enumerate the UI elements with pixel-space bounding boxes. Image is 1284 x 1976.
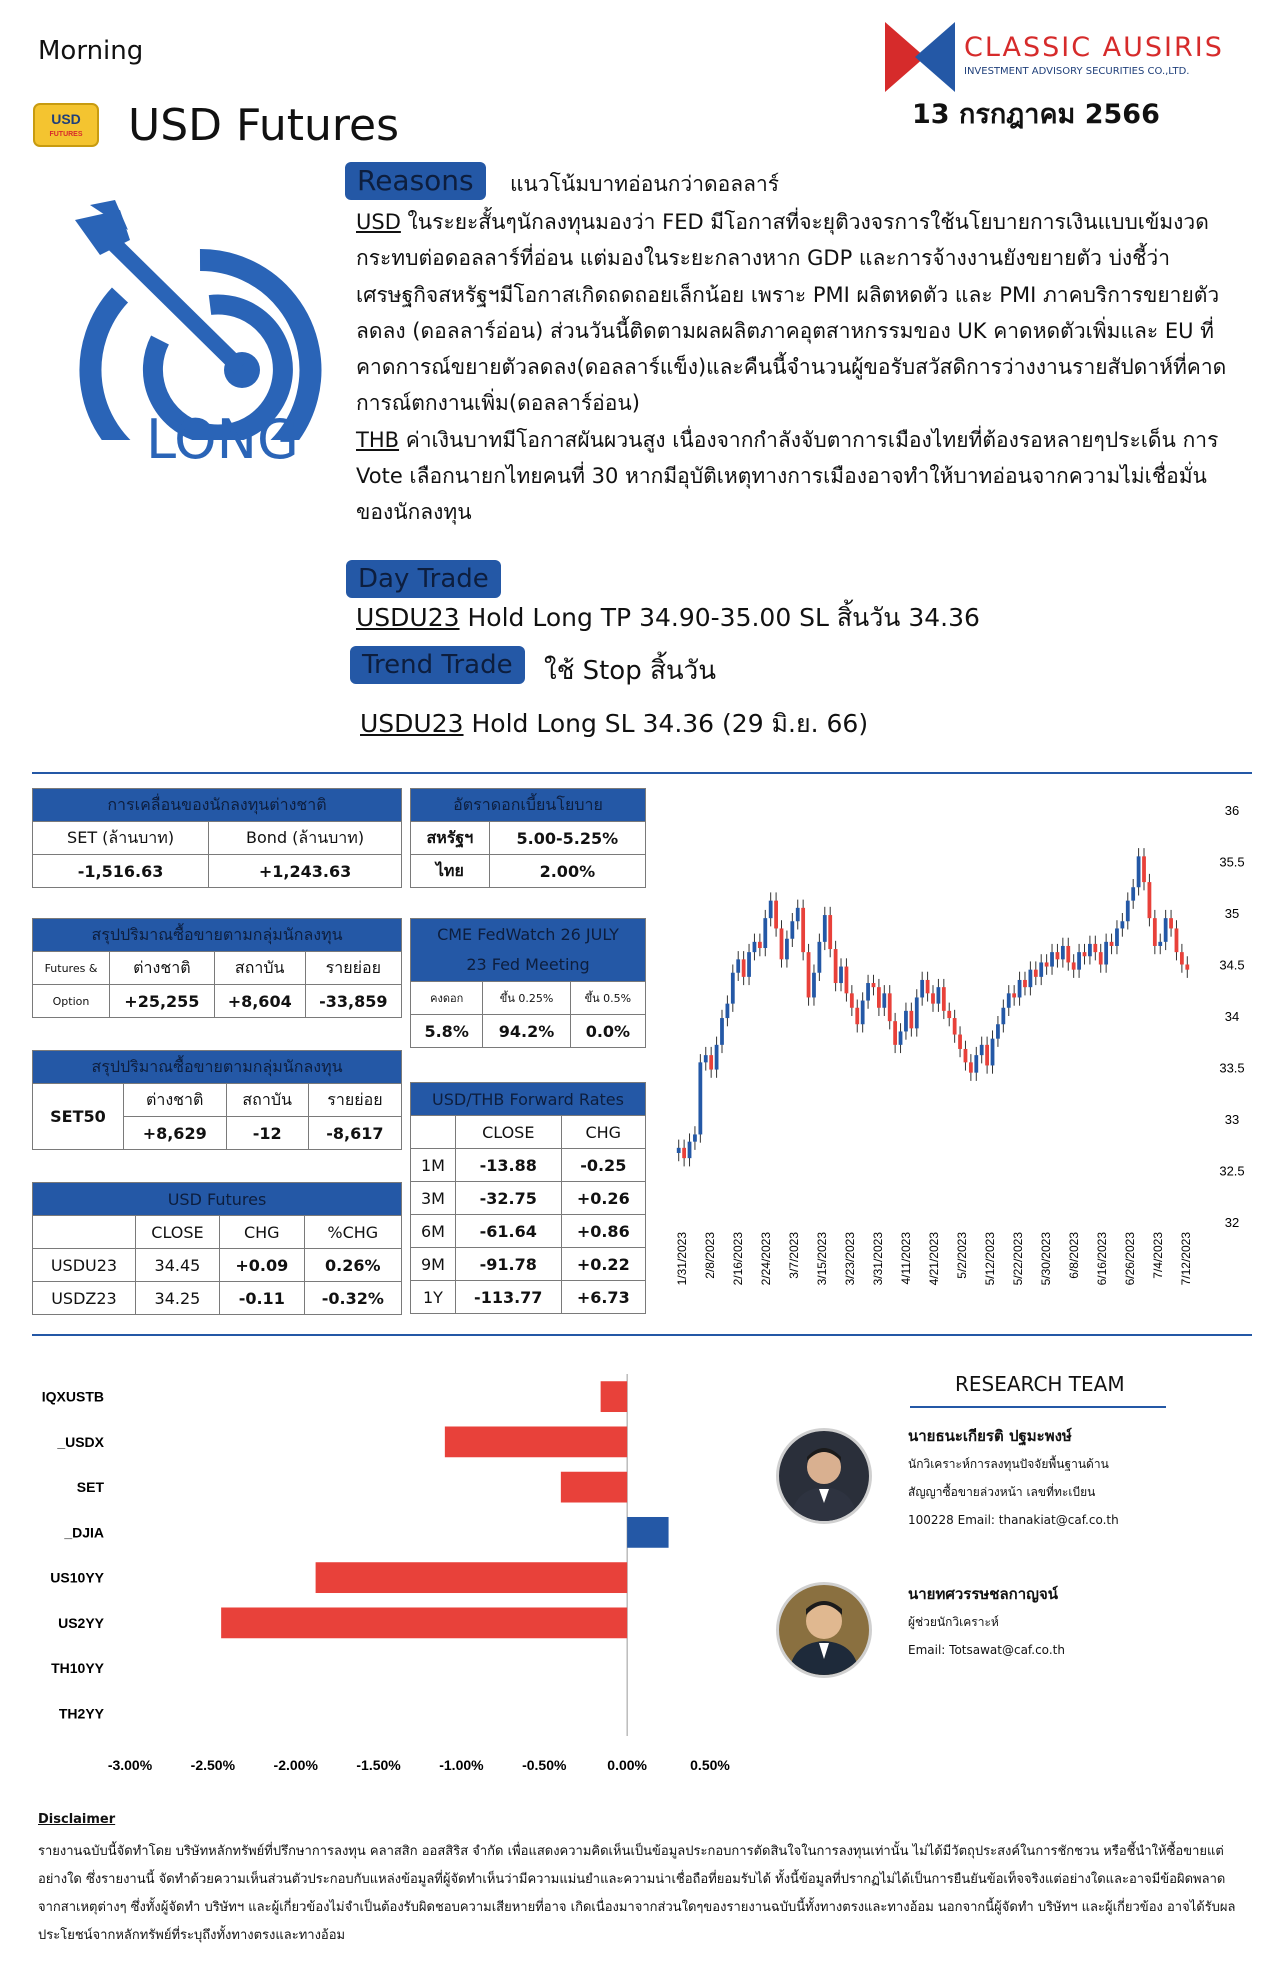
- futures-flow-value: +8,604: [214, 985, 305, 1018]
- futures-flow-header: สถาบัน: [214, 952, 305, 985]
- candle-body: [834, 949, 838, 983]
- x-tick-label: 4/21/2023: [927, 1232, 941, 1286]
- candle-body: [1120, 921, 1124, 928]
- usd-futures-chg: +0.09: [219, 1249, 304, 1282]
- fedwatch-title: [411, 919, 646, 982]
- candle-body: [1131, 887, 1135, 900]
- forward-rates-title: USD/THB Forward Rates: [411, 1083, 646, 1116]
- candle-body: [1050, 952, 1054, 966]
- foreign-flow-col2: Bond (ล้านบาท): [209, 822, 402, 855]
- candle-body: [1012, 993, 1016, 997]
- x-tick-label: 2/16/2023: [731, 1232, 745, 1286]
- usd-futures-header: CLOSE: [135, 1216, 219, 1249]
- usd-futures-title: USD Futures: [33, 1183, 402, 1216]
- candle-body: [828, 915, 832, 949]
- candle-body: [850, 993, 854, 1007]
- candle-body: [704, 1055, 708, 1062]
- member-email: 100228 Email: thanakiat@caf.co.th: [908, 1513, 1119, 1527]
- futures-flow-table: [32, 918, 402, 1018]
- usd-futures-pct: 0.26%: [304, 1249, 401, 1282]
- x-tick-label: 7/4/2023: [1151, 1232, 1165, 1279]
- member-name: นายทศวรรษชลกาญจน์: [908, 1585, 1058, 1603]
- report-date: 13 กรกฎาคม 2566: [912, 99, 1160, 130]
- candle-body: [1028, 970, 1032, 988]
- forward-close: -91.78: [455, 1248, 561, 1281]
- forward-chg: +6.73: [561, 1281, 645, 1314]
- candle-body: [780, 928, 784, 959]
- usd-futures-header: %CHG: [304, 1216, 401, 1249]
- fedwatch-title-2: 23 Fed Meeting: [466, 955, 590, 974]
- forward-close: -113.77: [455, 1281, 561, 1314]
- reasons-headline: แนวโน้มบาทอ่อนกว่าดอลลาร์: [510, 172, 780, 196]
- forward-rates-corner: [411, 1116, 456, 1149]
- foreign-flow-val1: -1,516.63: [33, 855, 209, 888]
- candle-body: [698, 1062, 702, 1134]
- policy-rate-country: สหรัฐฯ: [411, 822, 490, 855]
- trend-trade-symbol: USDU23: [360, 709, 464, 738]
- brand-subtitle: INVESTMENT ADVISORY SECURITIES CO.,LTD.: [964, 66, 1190, 77]
- candle-body: [1066, 946, 1070, 962]
- x-tick-label: 7/12/2023: [1179, 1232, 1193, 1286]
- futures-flow-header: รายย่อย: [305, 952, 401, 985]
- candle-body: [866, 983, 870, 1001]
- forward-chg: +0.22: [561, 1248, 645, 1281]
- candle-body: [769, 901, 773, 919]
- futures-flow-header: ต่างชาติ: [109, 952, 214, 985]
- fedwatch-title-1: CME FedWatch 26 JULY: [437, 925, 619, 944]
- candle-body: [796, 908, 800, 921]
- candle-body: [1034, 970, 1038, 977]
- candle-body: [1083, 952, 1087, 956]
- reasons-body: [356, 204, 1236, 531]
- usd-futures-table: [32, 1182, 402, 1315]
- set50-flow-title: สรุปปริมาณซื้อขายตามกลุ่มนักลงทุน: [33, 1051, 402, 1084]
- candle-body: [801, 908, 805, 952]
- candle-body: [904, 1011, 908, 1032]
- bar: [221, 1607, 627, 1638]
- set50-header: รายย่อย: [308, 1084, 401, 1117]
- forward-tenor: 6M: [411, 1215, 456, 1248]
- policy-rate-country: ไทย: [411, 855, 490, 888]
- candle-body: [1126, 901, 1130, 922]
- candle-body: [845, 967, 849, 994]
- fedwatch-table: [410, 918, 646, 1048]
- usd-futures-header: CHG: [219, 1216, 304, 1249]
- x-tick-label: -1.00%: [439, 1757, 484, 1773]
- usd-futures-candlestick-chart: [660, 790, 1260, 1320]
- policy-rate-table: [410, 788, 646, 888]
- fedwatch-value: 5.8%: [411, 1015, 483, 1048]
- candle-body: [677, 1148, 681, 1153]
- position-long: LONG: [146, 408, 299, 471]
- bar: [445, 1426, 627, 1457]
- reasons-label: Reasons: [345, 162, 486, 200]
- x-tick-label: 3/7/2023: [787, 1232, 801, 1279]
- member-desc: [908, 1450, 1119, 1534]
- x-tick-label: -1.50%: [356, 1757, 401, 1773]
- forward-chg: +0.26: [561, 1182, 645, 1215]
- x-tick-label: 0.00%: [607, 1757, 647, 1773]
- avatar: [776, 1428, 872, 1524]
- avatar: [776, 1582, 872, 1678]
- candle-body: [931, 993, 935, 1003]
- candle-body: [785, 939, 789, 960]
- forward-tenor: 3M: [411, 1182, 456, 1215]
- usd-futures-symbol: USDU23: [33, 1249, 136, 1282]
- candle-body: [985, 1045, 989, 1066]
- day-trade-detail: Hold Long TP 34.90-35.00 SL สิ้นวัน 34.36: [459, 603, 980, 632]
- research-team-title: RESEARCH TEAM: [955, 1372, 1125, 1396]
- usd-futures-pct: -0.32%: [304, 1282, 401, 1315]
- futures-flow-title: สรุปปริมาณซื้อขายตามกลุ่มนักลงทุน: [33, 919, 402, 952]
- brand-name: CLASSIC AUSIRIS: [964, 32, 1224, 63]
- candle-body: [726, 1004, 730, 1018]
- candle-body: [855, 1008, 859, 1024]
- svg-text:USD: USD: [51, 111, 81, 127]
- candle-body: [1007, 993, 1011, 1007]
- x-tick-label: 6/16/2023: [1095, 1232, 1109, 1286]
- candle-body: [1180, 952, 1184, 964]
- forward-chg: -0.25: [561, 1149, 645, 1182]
- y-tick-label: 36: [1224, 803, 1240, 818]
- candle-body: [953, 1018, 957, 1034]
- page-title: USD Futures: [128, 100, 400, 151]
- thb-key: THB: [356, 427, 400, 452]
- candle-body: [964, 1049, 968, 1062]
- candle-body: [893, 1021, 897, 1045]
- forward-close: -32.75: [455, 1182, 561, 1215]
- research-team-underline: [910, 1406, 1166, 1408]
- candle-body: [1023, 980, 1027, 987]
- thb-text: ค่าเงินบาทมีโอกาสผันผวนสูง เนื่องจากกำลังจับตาการเมืองไทยที่ต้องรอหลายๆประเด็น การ Vote เลือกนายกไทยคนที่ 30 หากมีอุบัติเหตุทางการเมืองอาจทำให้บาทอ่อนจากความไม่เชื่อมั่นของนักลงทุน: [356, 427, 1219, 525]
- candle-body: [1001, 1008, 1005, 1024]
- set50-value: -12: [226, 1117, 308, 1150]
- candle-body: [996, 1024, 1000, 1038]
- policy-rate-value: 2.00%: [489, 855, 645, 888]
- candle-body: [958, 1035, 962, 1049]
- x-tick-label: 5/30/2023: [1039, 1232, 1053, 1286]
- candle-body: [888, 993, 892, 1021]
- candle-body: [763, 918, 767, 948]
- target-icon: [70, 200, 330, 440]
- trend-trade-detail: Hold Long SL 34.36 (29 มิ.ย. 66): [463, 709, 869, 738]
- x-tick-label: 1/31/2023: [675, 1232, 689, 1286]
- y-tick-label: 32: [1224, 1215, 1240, 1230]
- candle-body: [1093, 944, 1097, 952]
- market-change-bar-chart: [30, 1366, 750, 1786]
- futures-flow-label-b: Option: [33, 985, 110, 1018]
- bar-category-label: IQXUSTB: [41, 1388, 104, 1405]
- candle-body: [758, 942, 762, 948]
- candle-body: [920, 980, 924, 998]
- fedwatch-header: ขึ้น 0.25%: [483, 982, 570, 1015]
- forward-chg: +0.86: [561, 1215, 645, 1248]
- candle-body: [720, 1018, 724, 1045]
- candle-body: [937, 987, 941, 1003]
- foreign-flow-val2: +1,243.63: [209, 855, 402, 888]
- candle-body: [1039, 962, 1043, 976]
- member-desc-line: นักวิเคราะห์การลงทุนปัจจัยพื้นฐานด้าน: [908, 1457, 1109, 1471]
- member-name: นายธนะเกียรติ ปฐมะพงษ์: [908, 1427, 1072, 1445]
- candle-body: [709, 1055, 713, 1069]
- x-tick-label: 3/15/2023: [815, 1232, 829, 1286]
- thb-reason: [356, 422, 1236, 531]
- candle-body: [974, 1055, 978, 1073]
- forward-rates-table: [410, 1082, 646, 1314]
- foreign-flow-col1: SET (ล้านบาท): [33, 822, 209, 855]
- forward-tenor: 1M: [411, 1149, 456, 1182]
- candle-body: [882, 993, 886, 1007]
- x-tick-label: 2/8/2023: [703, 1232, 717, 1279]
- candle-body: [736, 959, 740, 972]
- candle-body: [980, 1045, 984, 1055]
- bar: [627, 1517, 668, 1548]
- trend-trade-label: Trend Trade: [350, 646, 525, 684]
- candle-body: [861, 1001, 865, 1025]
- candle-body: [915, 997, 919, 1028]
- y-tick-label: 32.5: [1219, 1163, 1245, 1179]
- candle-body: [1175, 928, 1179, 952]
- futures-flow-value: +25,255: [109, 985, 214, 1018]
- futures-flow-label-a: Futures &: [33, 952, 110, 985]
- candle-body: [742, 959, 746, 977]
- y-tick-label: 35.5: [1219, 854, 1245, 870]
- x-tick-label: 3/31/2023: [871, 1232, 885, 1286]
- member-email: Email: Totsawat@caf.co.th: [908, 1643, 1065, 1657]
- candle-body: [1153, 918, 1157, 946]
- candle-body: [817, 942, 821, 973]
- candle-body: [926, 980, 930, 993]
- candle-body: [1056, 952, 1060, 959]
- candle-body: [812, 973, 816, 998]
- candle-body: [839, 967, 843, 983]
- candle-body: [753, 942, 757, 952]
- x-tick-label: 6/8/2023: [1067, 1232, 1081, 1279]
- candle-body: [1018, 980, 1022, 998]
- member-desc-line: สัญญาซื้อขายล่วงหน้า เลขที่ทะเบียน: [908, 1485, 1096, 1499]
- day-trade-symbol: USDU23: [356, 603, 460, 632]
- candle-body: [1110, 942, 1114, 946]
- fedwatch-header: ขึ้น 0.5%: [570, 982, 645, 1015]
- x-tick-label: 0.50%: [690, 1757, 730, 1773]
- x-tick-label: 4/11/2023: [899, 1232, 913, 1285]
- candle-body: [899, 1031, 903, 1044]
- usd-futures-close: 34.25: [135, 1282, 219, 1315]
- candle-body: [1185, 965, 1189, 970]
- candle-body: [790, 921, 794, 939]
- forward-close: -61.64: [455, 1215, 561, 1248]
- x-tick-label: -3.00%: [107, 1757, 153, 1773]
- x-tick-label: 3/23/2023: [843, 1232, 857, 1286]
- usd-futures-symbol: USDZ23: [33, 1282, 136, 1315]
- candle-body: [807, 952, 811, 997]
- fedwatch-value: 0.0%: [570, 1015, 645, 1048]
- candle-body: [1045, 962, 1049, 966]
- y-tick-label: 35: [1224, 906, 1240, 921]
- bar: [316, 1562, 628, 1593]
- candle-body: [872, 983, 876, 987]
- y-tick-label: 34: [1224, 1009, 1240, 1024]
- candle-body: [715, 1045, 719, 1070]
- candle-body: [1137, 856, 1141, 887]
- bar-category-label: TH2YY: [58, 1705, 104, 1722]
- set50-label: SET50: [33, 1084, 124, 1150]
- usd-futures-chg: -0.11: [219, 1282, 304, 1315]
- trend-trade-text: [360, 704, 868, 744]
- candle-body: [877, 987, 881, 1008]
- candle-body: [1088, 944, 1092, 956]
- candle-body: [682, 1148, 686, 1158]
- divider-middle: [32, 1334, 1252, 1336]
- candle-body: [688, 1142, 692, 1158]
- disclaimer-text: รายงานฉบับนี้จัดทำโดย บริษัทหลักทรัพย์ที่ปรึกษาการลงทุน คลาสสิก ออสสิริส จำกัด เพื่อแสดงความคิดเห็นเป็นข้อมูลประกอบการตัดสินใจในการลงทุนเท่านั้น ไม่ได้มีวัตถุประสงค์ในการชักชวน หรือชี้นำให้ซื้อขายแต่อย่างใด ซึ่งรายงานนี้ จัดทำด้วยความเห็นส่วนตัวประกอบกับแหล่งข้อมูลที่ผู้จัดทำเห็นว่ามีความแม่นยำและความน่าเชื่อถือที่ยอมรับได้ ทั้งนี้ข้อมูลที่ปรากฏไม่ได้เป็นการยืนยันข้อเท็จจริงแต่อย่างใดและอาจมีข้อผิดพลาดจากสาเหตุต่างๆ ซึ่งทั้งผู้จัดทำ บริษัทฯ และผู้เกี่ยวข้องไม่จำเป็นต้องรับผิดชอบความเสียหายที่อาจ เกิดเนื่องมาจากส่วนใดๆของรายงานฉบับนี้ทั้งทางตรงและทางอ้อม นอกจากนี้ผู้จัดทำ บริษัทฯ และผู้เกี่ยวข้อง อาจได้รับผลประโยชน์จากหลักทรัพย์ที่ระบุถึงทั้งทางตรงและทางอ้อม: [38, 1844, 1236, 1943]
- candle-body: [1169, 918, 1173, 928]
- day-trade-text: [356, 598, 980, 638]
- bar-category-label: _DJIA: [64, 1524, 104, 1541]
- candle-body: [774, 901, 778, 929]
- bar: [561, 1472, 627, 1503]
- bar-category-label: SET: [76, 1479, 104, 1496]
- svg-text:FUTURES: FUTURES: [49, 131, 83, 138]
- candle-body: [693, 1134, 697, 1141]
- x-tick-label: -2.00%: [273, 1757, 318, 1773]
- set50-header: สถาบัน: [226, 1084, 308, 1117]
- policy-rate-title: อัตราดอกเบี้ยนโยบาย: [411, 789, 646, 822]
- x-tick-label: 6/26/2023: [1123, 1232, 1137, 1286]
- candle-body: [823, 915, 827, 942]
- set50-flow-table: [32, 1050, 402, 1150]
- candle-body: [1164, 918, 1168, 942]
- forward-rates-header: CHG: [561, 1116, 645, 1149]
- candle-body: [1148, 882, 1152, 918]
- usd-text: ในระยะสั้นๆนักลงทุนมองว่า FED มีโอกาสที่จะยุติวงจรการใช้นโยบายการเงินแบบเข้มงวด กระทบต่อดอลลาร์ที่อ่อน แต่มองในระยะกลางหาก GDP และการจ้างงานยังขยายตัว บ่งชี้ว่าเศรษฐกิจสหรัฐฯมีโอกาสเกิดถดถอยเล็กน้อย เพราะ PMI ผลิตหดตัว และ PMI ภาคบริการขยายตัวลดลง (ดอลลาร์อ่อน) ส่วนวันนี้ติดตามผลผลิตภาคอุตสาหกรรมของ UK คาดหดตัวเพิ่มและ EU ที่คาดการณ์ขยายตัวลดลง(ดอลลาร์แข็ง)และคืนนี้จำนวนผู้ขอรับสวัสดิการว่างงานรายสัปดาห์ที่คาดการณ์ตกงานเพิ่ม(ดอลลาร์อ่อน): [356, 210, 1227, 416]
- divider-top: [32, 772, 1252, 774]
- x-tick-label: 2/24/2023: [759, 1232, 773, 1286]
- member-desc-line: ผู้ช่วยนักวิเคราะห์: [908, 1615, 999, 1629]
- candle-body: [909, 1011, 913, 1029]
- candle-body: [1104, 942, 1108, 965]
- fedwatch-value: 94.2%: [483, 1015, 570, 1048]
- y-tick-label: 34.5: [1219, 957, 1245, 973]
- candle-body: [1077, 952, 1081, 970]
- forward-tenor: 9M: [411, 1248, 456, 1281]
- candle-body: [942, 987, 946, 1011]
- candle-body: [991, 1039, 995, 1066]
- bar: [601, 1381, 628, 1412]
- bar-category-label: TH10YY: [51, 1660, 104, 1677]
- set50-value: -8,617: [308, 1117, 401, 1150]
- candle-body: [731, 973, 735, 1004]
- x-tick-label: 5/22/2023: [1011, 1232, 1025, 1286]
- forward-tenor: 1Y: [411, 1281, 456, 1314]
- bar-category-label: _USDX: [57, 1433, 104, 1450]
- set50-header: ต่างชาติ: [123, 1084, 226, 1117]
- candle-body: [947, 1011, 951, 1018]
- usd-reason: [356, 204, 1236, 422]
- foreign-flow-title: การเคลื่อนของนักลงทุนต่างชาติ: [33, 789, 402, 822]
- candle-body: [969, 1062, 973, 1072]
- edition-label: Morning: [38, 36, 144, 66]
- x-tick-label: -2.50%: [190, 1757, 236, 1773]
- disclaimer-title: Disclaimer: [38, 1812, 116, 1827]
- candle-body: [1158, 942, 1162, 946]
- x-tick-label: 5/12/2023: [983, 1232, 997, 1286]
- forward-rates-header: CLOSE: [455, 1116, 561, 1149]
- candle-body: [1115, 928, 1119, 946]
- day-trade-label: Day Trade: [346, 560, 501, 598]
- candle-body: [1142, 856, 1146, 882]
- futures-flow-value: -33,859: [305, 985, 401, 1018]
- fedwatch-header: คงดอก: [411, 982, 483, 1015]
- usd-futures-corner: [33, 1216, 136, 1249]
- bar-category-label: US10YY: [50, 1569, 104, 1586]
- y-tick-label: 33: [1224, 1112, 1240, 1127]
- candle-body: [747, 952, 751, 977]
- trend-trade-note: ใช้ Stop สิ้นวัน: [544, 656, 716, 686]
- forward-close: -13.88: [455, 1149, 561, 1182]
- x-tick-label: 5/2/2023: [955, 1232, 969, 1279]
- candle-body: [1072, 962, 1076, 969]
- candle-body: [1099, 952, 1103, 964]
- bar-category-label: US2YY: [58, 1614, 104, 1631]
- foreign-flow-table: [32, 788, 402, 888]
- policy-rate-value: 5.00-5.25%: [489, 822, 645, 855]
- set50-value: +8,629: [123, 1117, 226, 1150]
- usd-key: USD: [356, 210, 401, 234]
- candle-body: [1061, 946, 1065, 959]
- x-tick-label: -0.50%: [522, 1757, 567, 1773]
- usd-futures-logo: [32, 102, 100, 148]
- usd-futures-close: 34.45: [135, 1249, 219, 1282]
- y-tick-label: 33.5: [1219, 1060, 1245, 1076]
- member-desc: [908, 1608, 1065, 1664]
